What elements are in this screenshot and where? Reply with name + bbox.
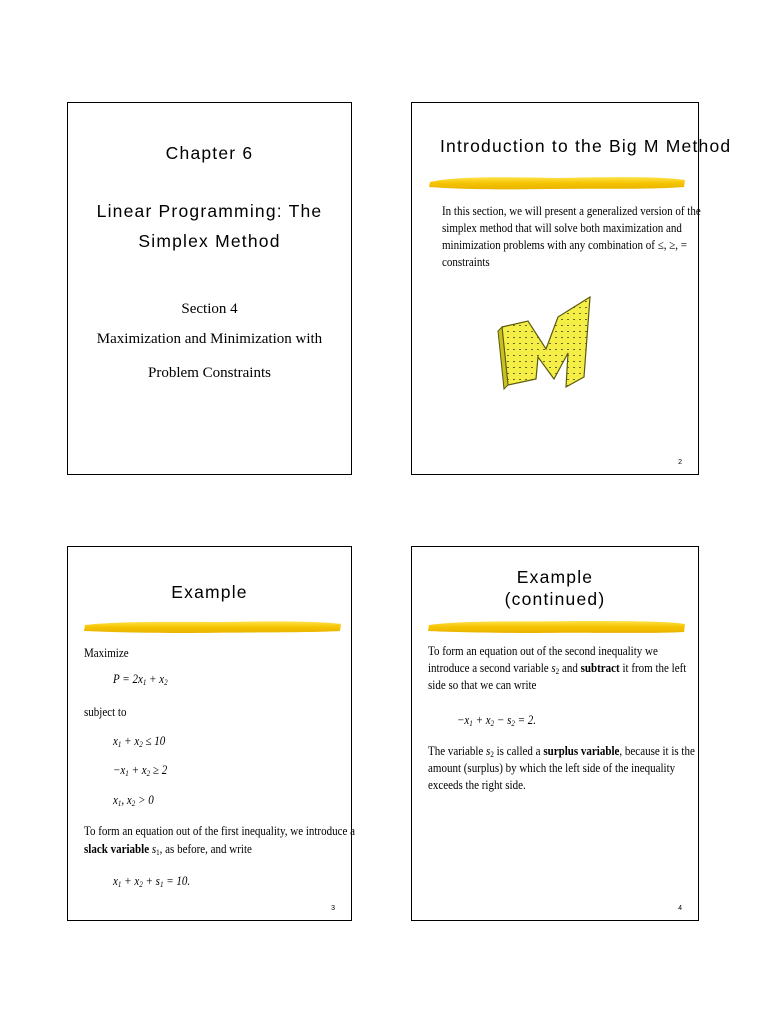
slide-1 [67,102,352,475]
objective-function: $P = 2x_1 + x_2$ [113,672,168,687]
slack-equation: $x_1 + x_2 + s_1 = 10$. [113,874,191,889]
constraint-symbols: ≤, ≥, = [657,238,687,252]
page-number: 4 [678,905,682,912]
section-subtitle-line2: Problem Constraints [148,365,271,381]
slide-title: Example [171,582,248,602]
slide-3 [67,546,355,921]
big-m-logo-letter: M [494,293,495,294]
highlight-stroke [82,617,344,637]
constraint-1: $x_1 + x_2 \le 10$ [113,734,166,749]
slide-title-line1: Example [516,567,594,587]
paragraph-line-2: slack variable $s_1$, as before, and write [84,842,252,857]
big-m-logo [494,293,604,393]
page-number: 3 [331,905,335,912]
chapter-title: Chapter 6 [165,143,254,163]
section-subtitle-line1: Maximization and Minimization with [96,331,323,347]
paragraph-line-1: To form an equation out of the first inequality, we introduce a [84,824,355,838]
slide-title-line2: Simplex Method [138,231,281,251]
page-number: 2 [678,459,682,466]
maximize-label: Maximize [84,646,129,660]
p2-line-1: The variable $s_2$ is called a surplus variable, because it is the [428,744,695,759]
p1-line-2: introduce a second variable $s_2$ and subtract it from the left [428,661,687,676]
slide-4 [411,546,699,921]
surplus-equation: $-x_1 + x_2 - s_2 = 2$. [457,713,537,728]
constraint-2: $-x_1 + x_2 \ge 2$ [113,763,168,778]
slide-2 [411,102,732,475]
p1-line-3: side so that we can write [428,678,537,692]
intro-line-1: In this section, we will present a generalized version of the [442,204,701,218]
slide-title-line2: (continued) [504,589,606,609]
intro-line-3: minimization problems with any combination of ≤, ≥, = [442,238,687,252]
p1-line-1: To form an equation out of the second inequality we [428,644,658,658]
slide-title-line1: Linear Programming: The [96,201,323,221]
intro-line-4: constraints [442,255,490,269]
p2-line-3: exceeds the right side. [428,778,526,792]
slide-title: Introduction to the Big M Method [440,136,732,156]
section-label: Section 4 [181,301,238,317]
subject-to-label: subject to [84,705,127,719]
p2-line-2: amount (surplus) by which the left side of the inequality [428,761,676,775]
intro-line-2: simplex method that will solve both maximization and [442,221,682,235]
constraint-3: $x_1$, $x_2 > 0$ [113,793,154,808]
highlight-stroke [426,173,688,193]
highlight-stroke [426,617,688,637]
